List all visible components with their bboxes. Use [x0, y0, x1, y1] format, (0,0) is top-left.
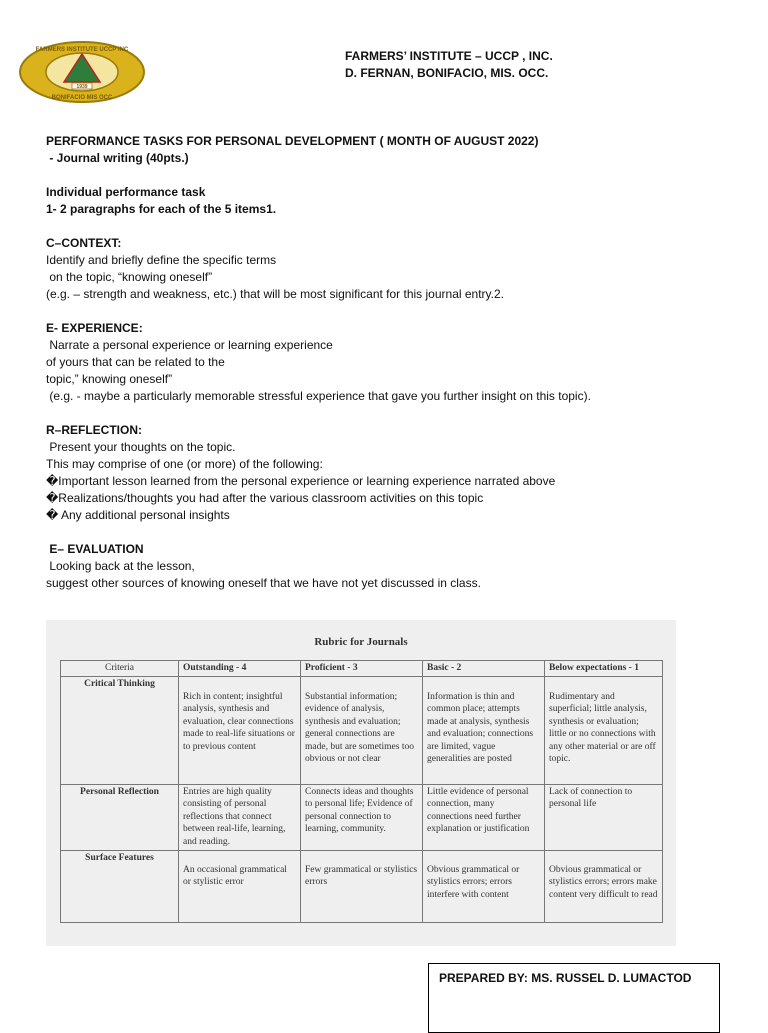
- rubric-criteria: Surface Features: [61, 851, 179, 923]
- table-row: [61, 851, 663, 923]
- document-line: This may comprise of one (or more) of the following:: [46, 457, 323, 471]
- rubric-cell: [179, 851, 301, 923]
- document-line: topic,” knowing oneself”: [46, 372, 173, 386]
- document-line: (e.g. – strength and weakness, etc.) that will be most significant for this journal entry.2.: [46, 287, 504, 301]
- rubric-cell: [301, 851, 423, 923]
- blank-line: [46, 405, 746, 422]
- rubric-cell: [545, 677, 663, 785]
- document-line: �Important lesson learned from the personal experience or learning experience narrated above: [46, 474, 556, 488]
- document-line: E– EVALUATION: [46, 542, 144, 556]
- rubric-cell: Entries are high quality consisting of personal reflections that connect between real-life, learning, and reading.: [179, 785, 301, 851]
- document-line: 1- 2 paragraphs for each of the 5 items1.: [46, 202, 277, 216]
- rubric-header-cell: Outstanding - 4: [179, 661, 301, 677]
- rubric-cell-text: Obvious grammatical or stylistics errors; errors make content very difficult to read: [549, 865, 658, 900]
- task-instructions: [46, 133, 746, 592]
- document-line: �Realizations/thoughts you had after the various classroom activities on this topic: [46, 491, 484, 505]
- document-line: - Journal writing (40pts.): [46, 151, 189, 165]
- document-line: C–CONTEXT:: [46, 236, 122, 250]
- document-line: E- EXPERIENCE:: [46, 321, 143, 335]
- rubric-cell-text: Few grammatical or stylistics errors: [305, 865, 418, 888]
- rubric-cell: Lack of connection to personal life: [545, 785, 663, 851]
- rubric-cell-text: Substantial information; evidence of analysis, synthesis and evaluation; general connections are made, but are sometimes too obvious or not clear: [305, 692, 414, 765]
- blank-line: [46, 303, 746, 320]
- rubric-image: [46, 620, 676, 946]
- institution-address: D. FERNAN, BONIFACIO, MIS. OCC.: [345, 66, 549, 80]
- rubric-cell: [301, 677, 423, 785]
- document-line: Looking back at the lesson,: [46, 559, 195, 573]
- rubric-cell: [179, 677, 301, 785]
- rubric-cell: [545, 851, 663, 923]
- table-row: [61, 785, 663, 851]
- rubric-header-cell: Proficient - 3: [301, 661, 423, 677]
- rubric-header-row: [61, 661, 663, 677]
- rubric-cell: Connects ideas and thoughts to personal life; Evidence of personal connection to learning, community.: [301, 785, 423, 851]
- rubric-title: Rubric for Journals: [314, 636, 408, 648]
- rubric-cell-text: Rudimentary and superficial; little analysis, synthesis or evaluation; little or no connections with any other material or are off topic.: [549, 692, 656, 765]
- rubric-cell-text: Information is thin and common place; attempts made at analysis, synthesis and evaluation; connections are limited, vague generalities are posted: [427, 692, 534, 765]
- blank-line: [46, 167, 746, 184]
- rubric-cell-text: An occasional grammatical or stylistic error: [183, 865, 287, 888]
- document-line: of yours that can be related to the: [46, 355, 225, 369]
- document-line: suggest other sources of knowing oneself that we have not yet discussed in class.: [46, 576, 481, 590]
- document-line: Narrate a personal experience or learning experience: [46, 338, 333, 352]
- seal-year: 1939: [76, 84, 88, 90]
- institution-name: FARMERS’ INSTITUTE – UCCP , INC.: [345, 49, 553, 63]
- seal-text-bottom: BONIFACIO MIS OCC: [51, 95, 113, 101]
- document-line: Identify and briefly define the specific terms: [46, 253, 277, 267]
- rubric-cell: [423, 851, 545, 923]
- document-line: R–REFLECTION:: [46, 423, 142, 437]
- rubric-cell: Little evidence of personal connection, many connections need further explanation or justification: [423, 785, 545, 851]
- rubric-header-cell: Basic - 2: [423, 661, 545, 677]
- rubric-criteria: Critical Thinking: [61, 677, 179, 785]
- prepared-by-text: PREPARED BY: MS. RUSSEL D. LUMACTOD: [439, 971, 692, 985]
- rubric-table: [60, 660, 663, 923]
- document-line: Present your thoughts on the topic.: [46, 440, 236, 454]
- rubric-header-cell: Criteria: [61, 661, 179, 677]
- document-line: PERFORMANCE TASKS FOR PERSONAL DEVELOPMENT ( MONTH OF AUGUST 2022): [46, 134, 539, 148]
- rubric-cell-text: Rich in content; insightful analysis, synthesis and evaluation, clear connections made to real-life situations or to previous content: [183, 692, 295, 752]
- rubric-criteria: Personal Reflection: [61, 785, 179, 851]
- school-seal-logo: [18, 40, 146, 104]
- blank-line: [46, 524, 746, 541]
- document-line: Individual performance task: [46, 185, 206, 199]
- rubric-header-cell: Below expectations - 1: [545, 661, 663, 677]
- blank-line: [46, 218, 746, 235]
- institution-header: [345, 48, 553, 82]
- document-line: on the topic, “knowing oneself”: [46, 270, 213, 284]
- document-line: (e.g. - maybe a particularly memorable stressful experience that gave you further insight on this topic).: [46, 389, 591, 403]
- rubric-cell-text: Obvious grammatical or stylistics errors; errors interfere with content: [427, 865, 520, 900]
- table-row: [61, 677, 663, 785]
- document-line: � Any additional personal insights: [46, 508, 230, 522]
- rubric-cell: [423, 677, 545, 785]
- prepared-by-box: [428, 963, 720, 1033]
- seal-text-top: FARMERS INSTITUTE UCCP INC: [35, 47, 129, 53]
